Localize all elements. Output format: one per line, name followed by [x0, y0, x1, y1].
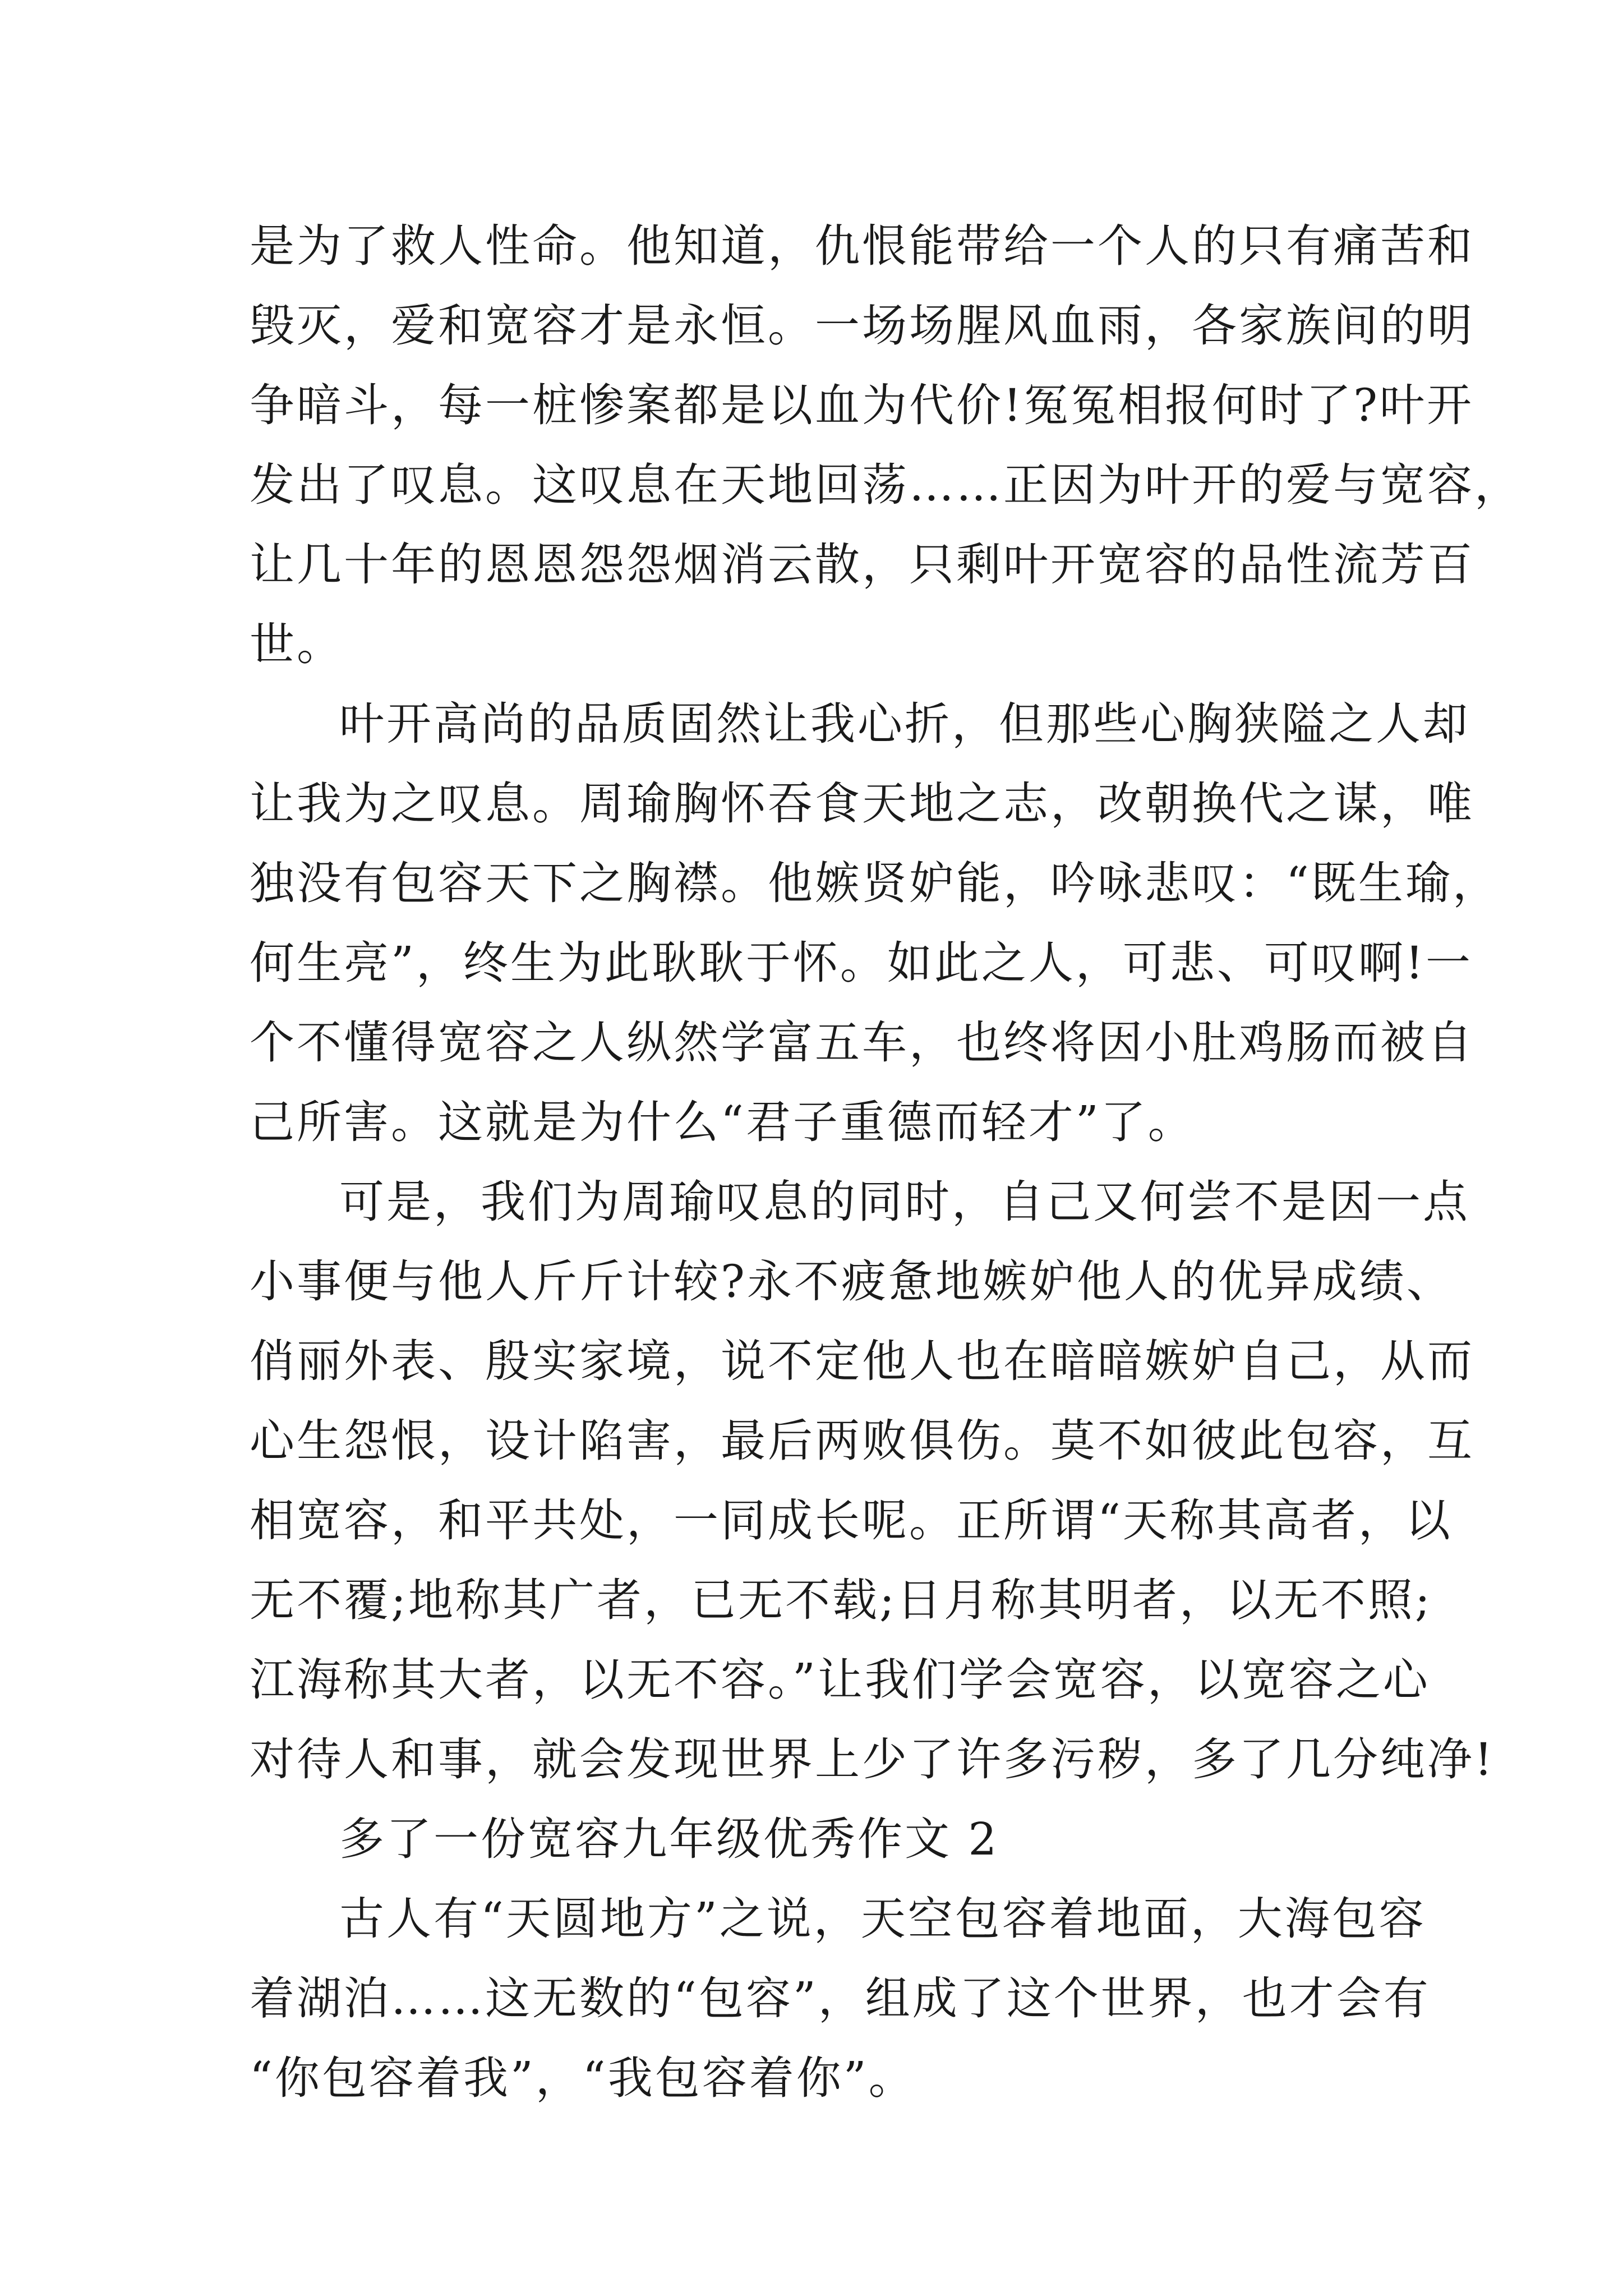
text-line: 个不懂得宽容之人纵然学富五车，也终将因小肚鸡肠而被自	[250, 1016, 1474, 1069]
text-line: 着湖泊……这无数的“包容”，组成了这个世界，也才会有	[250, 1972, 1431, 2024]
document-body	[250, 206, 1521, 2118]
paragraph-start-line: 古人有“天圆地方”之说，天空包容着地面，大海包容	[339, 1893, 1426, 1945]
text-line: 相宽容，和平共处，一同成长呢。正所谓“天称其高者，以	[250, 1494, 1453, 1547]
text-line: 俏丽外表、殷实家境，说不定他人也在暗暗嫉妒自己，从而	[250, 1335, 1474, 1387]
text-line: 江海称其大者，以无不容。”让我们学会宽容，以宽容之心	[250, 1654, 1430, 1706]
text-line: 独没有包容天下之胸襟。他嫉贤妒能，吟咏悲叹：“既生瑜，	[250, 857, 1500, 909]
paragraph-start-line: 可是，我们为周瑜叹息的同时，自己又何尝不是因一点	[339, 1176, 1470, 1228]
text-line: 是为了救人性命。他知道，仇恨能带给一个人的只有痛苦和	[250, 220, 1474, 272]
text-line: 世。	[250, 618, 344, 670]
text-line: 让我为之叹息。周瑜胸怀吞食天地之志，改朝换代之谋，唯	[250, 777, 1474, 830]
text-line: “你包容着我”，“我包容着你”。	[250, 2052, 916, 2104]
text-line: 无不覆;地称其广者，已无不载;日月称其明者，以无不照;	[250, 1574, 1432, 1626]
text-line: 让几十年的恩恩怨怨烟消云散，只剩叶开宽容的品性流芳百	[250, 539, 1474, 591]
paragraph-start-line: 叶开高尚的品质固然让我心折，但那些心胸狭隘之人却	[339, 698, 1470, 750]
text-line: 争暗斗，每一桩惨案都是以血为代价!冤冤相报何时了?叶开	[250, 379, 1474, 431]
text-line: 对待人和事，就会发现世界上少了许多污秽，多了几分纯净!	[250, 1733, 1495, 1786]
text-line: 小事便与他人斤斤计较?永不疲惫地嫉妒他人的优异成绩、	[250, 1255, 1454, 1308]
text-line: 发出了叹息。这叹息在天地回荡……正因为叶开的爱与宽容，	[250, 459, 1521, 511]
section-heading: 多了一份宽容九年级优秀作文 2	[339, 1813, 999, 1865]
text-line: 心生怨恨，设计陷害，最后两败俱伤。莫不如彼此包容，互	[250, 1415, 1474, 1467]
text-line: 毁灭，爱和宽容才是永恒。一场场腥风血雨，各家族间的明	[250, 300, 1474, 352]
text-line: 何生亮”，终生为此耿耿于怀。如此之人，可悲、可叹啊!一	[250, 937, 1473, 989]
text-line: 己所害。这就是为什么“君子重德而轻才”了。	[250, 1096, 1195, 1148]
